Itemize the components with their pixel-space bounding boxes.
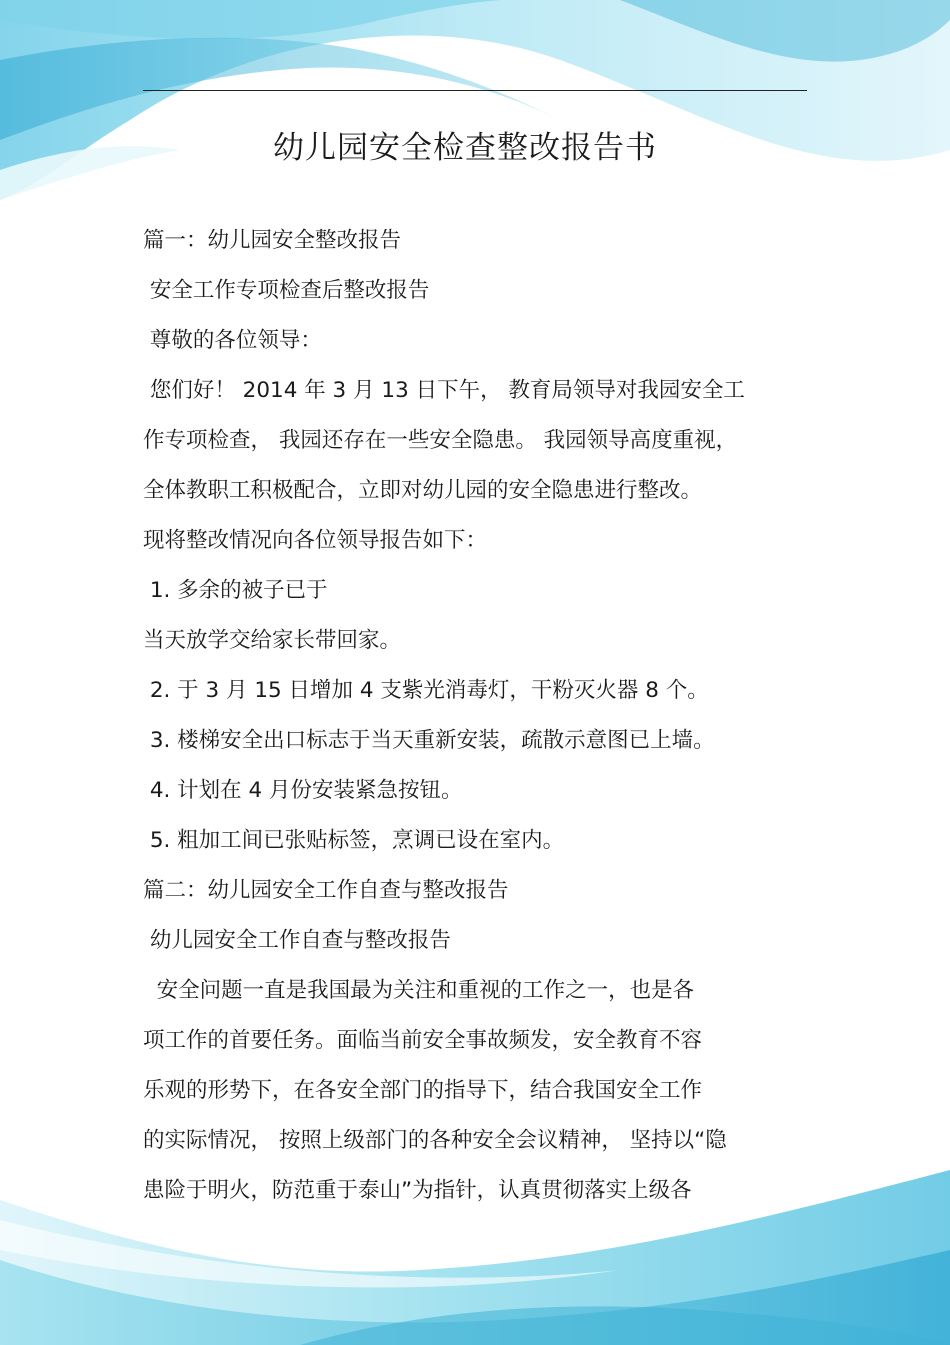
document-title: 幼儿园安全检查整改报告书 bbox=[273, 130, 657, 166]
heading-part-one: 篇一：幼儿园安全整改报告 bbox=[143, 228, 402, 253]
heading-part-two: 篇二：幼儿园安全工作自查与整改报告 bbox=[143, 878, 509, 903]
paragraph-line: 您们好！ 2014 年 3 月 13 日下午， 教育局领导对我园安全工 bbox=[143, 378, 745, 403]
paragraph-line: 安全问题一直是我国最为关注和重视的工作之一，也是各 bbox=[143, 978, 695, 1003]
list-item-continuation: 当天放学交给家长带回家。 bbox=[143, 628, 402, 653]
paragraph-line: 现将整改情况向各位领导报告如下： bbox=[143, 528, 488, 553]
paragraph-line: 患险于明火，防范重于泰山”为指针，认真贯彻落实上级各 bbox=[143, 1178, 692, 1203]
list-item: 4. 计划在 4 月份安装紧急按钮。 bbox=[143, 778, 463, 803]
top-wave-decoration bbox=[0, 0, 950, 230]
subheading: 幼儿园安全工作自查与整改报告 bbox=[143, 928, 451, 953]
list-item: 5. 粗加工间已张贴标签，烹调已设在室内。 bbox=[143, 828, 565, 853]
paragraph-line: 乐观的形势下，在各安全部门的指导下，结合我国安全工作 bbox=[143, 1078, 703, 1103]
salutation: 尊敬的各位领导： bbox=[143, 328, 322, 353]
header-rule bbox=[143, 90, 807, 91]
paragraph-line: 全体教职工积极配合，立即对幼儿园的安全隐患进行整改。 bbox=[143, 478, 703, 503]
paragraph-line: 项工作的首要任务。面临当前安全事故频发，安全教育不容 bbox=[143, 1028, 703, 1053]
list-item: 3. 楼梯安全出口标志于当天重新安装，疏散示意图已上墙。 bbox=[143, 728, 715, 753]
paragraph-line: 作专项检查， 我园还存在一些安全隐患。 我园领导高度重视， bbox=[143, 428, 738, 453]
list-item: 1. 多余的被子已于 bbox=[143, 578, 328, 603]
subheading: 安全工作专项检查后整改报告 bbox=[143, 278, 430, 303]
paragraph-line: 的实际情况， 按照上级部门的各种安全会议精神， 坚持以“隐 bbox=[143, 1128, 727, 1153]
list-item: 2. 于 3 月 15 日增加 4 支紫光消毒灯，干粉灭火器 8 个。 bbox=[143, 678, 709, 703]
